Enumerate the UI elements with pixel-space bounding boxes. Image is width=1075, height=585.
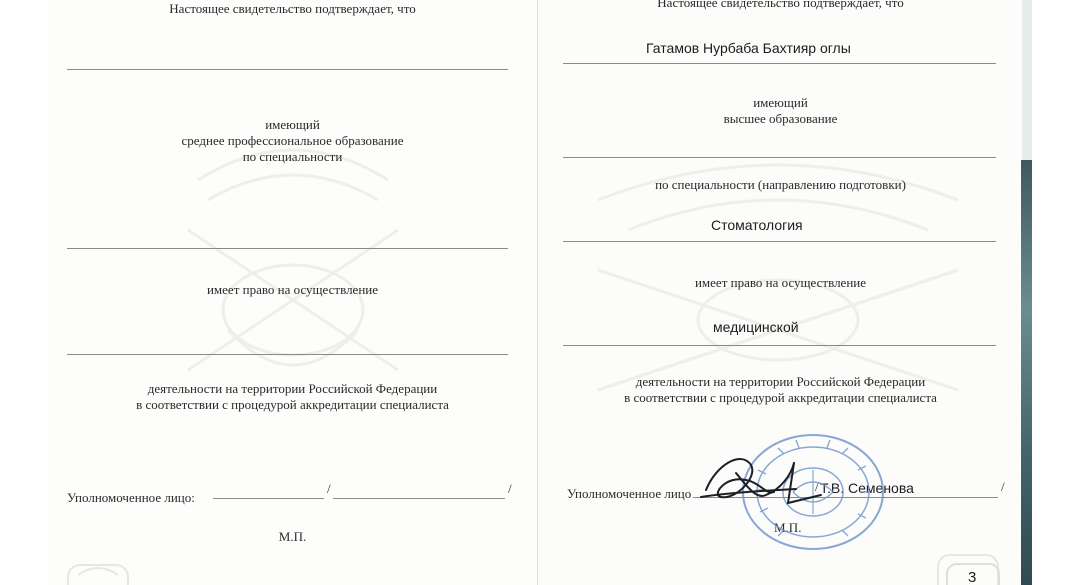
- having-label: имеющий: [265, 117, 320, 132]
- specialty-label: по специальности (направлению подготовки): [655, 177, 906, 192]
- name-line: [563, 63, 996, 64]
- seal-place-label: М.П.: [774, 520, 802, 535]
- activity-type-line: [67, 354, 508, 355]
- intro-text: Настоящее свидетельство подтверждает, что: [169, 1, 416, 16]
- slash-2: /: [508, 481, 512, 496]
- specialty-line: [563, 241, 996, 242]
- activity-line-1: деятельности на территории Российской Федерации: [147, 381, 438, 396]
- education-line: [563, 157, 996, 158]
- slash-1: /: [327, 481, 331, 496]
- right-page: [537, 0, 1023, 585]
- having-label: имеющий: [753, 95, 808, 110]
- signature-line: [213, 498, 324, 499]
- signatory-name: Т.В. Семенова: [820, 480, 914, 496]
- activity-type-line: [563, 345, 996, 346]
- activity-line-2: в соответствии с процедурой аккредитации специалиста: [136, 397, 449, 412]
- education-label: высшее образование: [723, 111, 838, 126]
- specialty-label: по специальности: [242, 149, 343, 164]
- signatory-line: [333, 498, 505, 499]
- signature-line: [693, 497, 998, 498]
- specialty-value: Стоматология: [711, 217, 803, 233]
- intro-text: Настоящее свидетельство подтверждает, что: [657, 0, 904, 10]
- background-margin: [1032, 0, 1075, 585]
- slash-2: /: [1001, 479, 1005, 494]
- activity-line-1: деятельности на территории Российской Федерации: [635, 374, 926, 389]
- education-label: среднее профессиональное образование: [181, 133, 404, 148]
- right-to-label: имеет право на осуществление: [206, 282, 379, 297]
- left-page: [48, 0, 537, 585]
- activity-type-value: медицинской: [713, 319, 799, 335]
- name-line: [67, 69, 508, 70]
- page-number: 3: [968, 569, 977, 585]
- authorized-person-label: Уполномоченное лицо:: [67, 490, 195, 505]
- holder-name: Гатамов Нурбаба Бахтияр оглы: [646, 40, 851, 56]
- handwritten-signature: [696, 445, 826, 515]
- slash-1: /: [815, 479, 819, 494]
- authorized-person-label: Уполномоченное лицо: [567, 486, 692, 501]
- specialty-line: [67, 248, 508, 249]
- right-to-label: имеет право на осуществление: [694, 275, 867, 290]
- seal-place-label: М.П.: [278, 529, 307, 544]
- activity-line-2: в соответствии с процедурой аккредитации специалиста: [624, 390, 937, 405]
